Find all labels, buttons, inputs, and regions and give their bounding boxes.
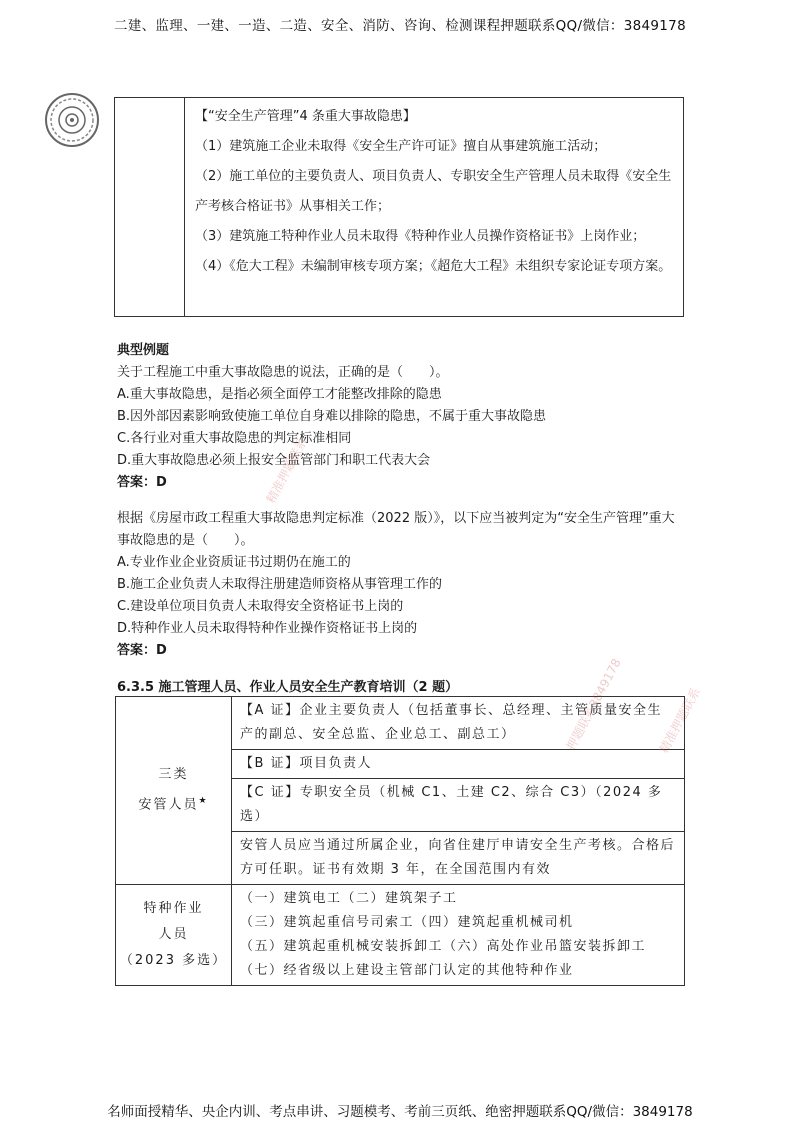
example-heading: 典型例题 [117, 343, 170, 358]
special-line: （三）建筑起重信号司索工（四）建筑起重机械司机 [240, 915, 574, 930]
special-line: （五）建筑起重机械安装拆卸工（六）高处作业吊篮安装拆卸工 [240, 939, 647, 954]
special-line: （一）建筑电工（二）建筑架子工 [240, 891, 458, 906]
cert-b-cell: 【B 证】项目负责人 [232, 750, 685, 779]
seal-emblem-icon [44, 92, 100, 148]
example-1 [117, 340, 687, 494]
major-hazard-content [195, 102, 677, 282]
cert-note-cell: 安管人员应当通过所属企业，向省住建厅申请安全生产考核。合格后方可任职。证书有效期 3 年，在全国范围内有效 [232, 832, 685, 885]
special-work-cell [232, 885, 685, 986]
option-b: B.因外部因素影响致使施工单位自身难以排除的隐患，不属于重大事故隐患 [117, 409, 547, 424]
hazard-item: （2）施工单位的主要负责人、项目负责人、专职安全生产管理人员未取得《安全生产考核合格证书》从事相关工作； [195, 169, 672, 214]
answer-text: 答案：D [117, 643, 167, 658]
section-title: 6.3.5 施工管理人员、作业人员安全生产教育培训（2 题） [117, 680, 459, 695]
group2-label-line2: 人员 [158, 927, 189, 942]
option-c: C.建设单位项目负责人未取得安全资格证书上岗的 [117, 599, 404, 614]
cert-c-cell: 【C 证】专职安全员（机械 C1、土建 C2、综合 C3）（2024 多选） [232, 779, 685, 832]
question-text: 关于工程施工中重大事故隐患的说法，正确的是（ ）。 [117, 365, 449, 380]
group2-label [116, 885, 232, 986]
box-title: 【“安全生产管理”4 条重大事故隐患】 [195, 109, 416, 124]
special-line: （七）经省级以上建设主管部门认定的其他特种作业 [240, 963, 574, 978]
group1-label-line1: 三类 [158, 767, 189, 783]
hazard-item: （3）建筑施工特种作业人员未取得《特种作业人员操作资格证书》上岗作业； [195, 229, 646, 244]
group1-label-line2-wrap [117, 788, 230, 818]
option-d: D.重大事故隐患必须上报安全监管部门和职工代表大会 [117, 453, 431, 468]
safety-personnel-table [115, 696, 685, 986]
option-a: A.重大事故隐患，是指必须全面停工才能整改排除的隐患 [117, 387, 442, 402]
answer-text: 答案：D [117, 475, 167, 490]
option-c: C.各行业对重大事故隐患的判定标准相同 [117, 431, 352, 446]
option-a: A.专业作业企业资质证书过期仍在施工的 [117, 555, 351, 570]
major-hazard-box [114, 97, 684, 317]
watermark-2: 押题联系3849178 [563, 656, 624, 753]
page-footer: 名师面授精华、央企内训、考点串讲、习题模考、考前三页纸、绝密押题联系QQ/微信：3849178 [107, 1104, 693, 1120]
option-d: D.特种作业人员未取得特种作业操作资格证书上岗的 [117, 621, 418, 636]
question-text: 根据《房屋市政工程重大事故隐患判定标准（2022 版）》，以下应当被判定为“安全生产管理”重大事故隐患的是（ ）。 [117, 511, 675, 548]
box-divider [184, 98, 185, 316]
page-header: 二建、监理、一建、一造、二造、安全、消防、咨询、检测课程押题联系QQ/微信：3849178 [114, 18, 686, 34]
watermark-1: 精准押题联系 [263, 435, 310, 506]
star-icon: ★ [198, 796, 209, 807]
table-row [116, 885, 685, 986]
group2-label-line1: 特种作业 [143, 901, 204, 916]
group1-label-line2: 安管人员 [138, 797, 199, 813]
hazard-item: （1）建筑施工企业未取得《安全生产许可证》擅自从事建筑施工活动； [195, 139, 607, 154]
hazard-item: （4）《危大工程》未编制审核专项方案；《超危大工程》未组织专家论证专项方案。 [195, 259, 672, 274]
option-b: B.施工企业负责人未取得注册建造师资格从事管理工作的 [117, 577, 443, 592]
group2-label-line3: （2023 多选） [119, 953, 228, 968]
example-2 [117, 508, 687, 662]
group1-label [116, 697, 232, 885]
cert-a-cell: 【A 证】企业主要负责人（包括董事长、总经理、主管质量安全生产的副总、安全总监、企业总工、副总工） [232, 697, 685, 750]
watermark-3: 精准押题联系 [656, 685, 703, 756]
